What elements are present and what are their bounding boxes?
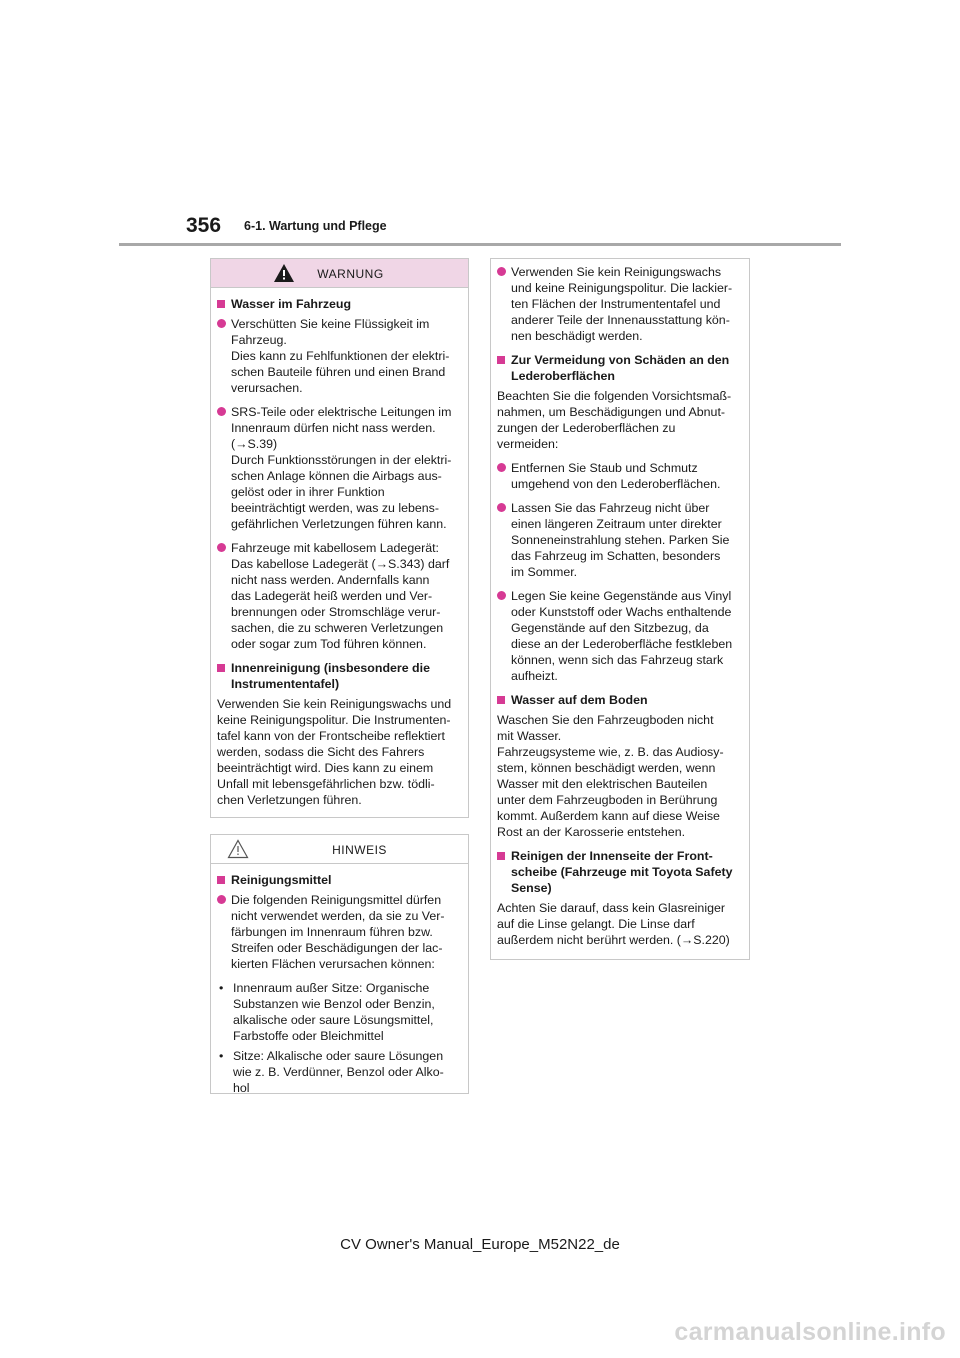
note-bullet-cleaners-text: Die folgenden Reinigungsmittel dürfen nicht verwendet werden, da sie zu Ver- färbungen im Innenraum führen bzw. Streifen oder Beschädigungen der lac- kierten Flächen verursachen können: [231, 893, 445, 971]
note-dash-interior-text: Innenraum außer Sitze: Organische Substanzen wie Benzol oder Benzin, alkalische oder saure Lösungsmittel, Farbstoffe oder Bleichmittel [233, 981, 435, 1043]
right-bullet-dust-text: Entfernen Sie Staub und Schmutz umgehend von den Lederoberflächen. [511, 461, 721, 491]
note-box-title: HINWEIS [332, 843, 387, 857]
right-heading-leather [497, 352, 742, 384]
square-bullet [217, 300, 225, 308]
right-bullet-wax [497, 264, 742, 344]
right-para-windshield: Achten Sie darauf, dass kein Glasreiniger auf die Linse gelangt. Die Linse darf außerdem nicht berührt werden. (→S.220) [497, 901, 730, 947]
right-heading-leather-text: Zur Vermeidung von Schäden an den Lederoberflächen [511, 353, 730, 383]
right-bullet-dust [497, 460, 742, 492]
warning-bullet-srs [217, 404, 461, 532]
round-bullet [217, 895, 226, 904]
right-para-floor: Waschen Sie den Fahrzeugboden nicht mit Wasser. Fahrzeugsysteme wie, z. B. das Audiosy- stem, können beschädigt werden, wenn Wasser mit den elektrischen Bauteilen unter dem Fahrzeugboden in Berührung kommt. Außerdem kann auf diese Weise Rost an der Karosserie entstehen. [497, 713, 724, 839]
watermark[interactable]: carmanualsonline.info [674, 1318, 946, 1346]
square-bullet [217, 664, 225, 672]
warning-box-title: WARNUNG [317, 267, 384, 281]
warning-box-body [211, 288, 468, 824]
note-continuation-box [490, 258, 750, 960]
right-heading-floor-text: Wasser auf dem Boden [511, 693, 648, 707]
right-bullet-sun [497, 500, 742, 580]
warning-bullet-charger-text: Fahrzeuge mit kabellosem Ladegerät: Das kabellose Ladegerät (→S.343) darf nicht nass werden. Andernfalls kann das Ladegerät heiß werden und Ver- brennungen oder Stromschläge verur- sachen, die zu schweren Verletzungen oder sogar zum Tod führen können. [231, 541, 450, 651]
round-bullet [217, 543, 226, 552]
warning-heading-water-text: Wasser im Fahrzeug [231, 297, 352, 311]
note-continuation-body [491, 259, 749, 964]
dash-bullet: • [219, 1049, 224, 1063]
note-dash-seats-text: Sitze: Alkalische oder saure Lösungen wie z. B. Verdünner, Benzol oder Alko- hol [233, 1049, 444, 1095]
note-dash-seats [217, 1048, 461, 1096]
round-bullet [497, 591, 506, 600]
warning-bullet-spill [217, 316, 461, 396]
right-para-leather: Beachten Sie die folgenden Vorsichtsmaß- nahmen, um Beschädigungen und Abnut- zungen der Lederoberflächen zu vermeiden: [497, 389, 732, 451]
round-bullet [497, 503, 506, 512]
right-bullet-wax-text: Verwenden Sie kein Reinigungswachs und keine Reinigungspolitur. Die lackier- ten Flächen der Instrumententafel und anderer Teile der Innenausstattung kön- nen beschädigt werden. [511, 265, 733, 343]
note-box-header [211, 835, 468, 864]
warning-box-header [211, 259, 468, 288]
square-bullet [497, 696, 505, 704]
page-number: 356 [186, 214, 222, 237]
warning-heading-interior-text: Innenreinigung (insbesondere die Instrumententafel) [231, 661, 430, 691]
right-heading-windshield-text: Reinigen der Innenseite der Front- scheibe (Fahrzeuge mit Toyota Safety Sense) [511, 849, 733, 895]
warning-heading-interior [217, 660, 461, 692]
square-bullet [217, 876, 225, 884]
warning-bullet-spill-text: Verschütten Sie keine Flüssigkeit im Fahrzeug. Dies kann zu Fehlfunktionen der elektri- schen Bauteile führen und einen Brand verursachen. [231, 317, 450, 395]
note-box [210, 834, 469, 1094]
dash-bullet: • [219, 981, 224, 995]
section-title: 6-1. Wartung und Pflege [244, 219, 387, 233]
round-bullet [217, 407, 226, 416]
round-bullet [217, 319, 226, 328]
warning-heading-water [217, 296, 461, 312]
right-heading-windshield [497, 848, 742, 896]
right-bullet-vinyl [497, 588, 742, 684]
warning-para-interior: Verwenden Sie kein Reinigungswachs und keine Reinigungspolitur. Die Instrumenten- tafel kann von der Frontscheibe reflektiert werden, sodass die Sicht des Fahrers beeinträchtigt wird. Dies kann zu einem Unfall mit lebensgefährlichen bzw. tödli- chen Verletzungen führen. [217, 697, 452, 807]
note-bullet-cleaners [217, 892, 461, 972]
square-bullet [497, 852, 505, 860]
caution-triangle-icon [227, 839, 249, 859]
warning-box [210, 258, 469, 818]
note-heading-cleaners [217, 872, 461, 888]
square-bullet [497, 356, 505, 364]
right-bullet-vinyl-text: Legen Sie keine Gegenstände aus Vinyl oder Kunststoff oder Wachs enthaltende Gegenstände auf den Sitzbezug, da diese an der Lederoberfläche festkleben können, wenn sich das Fahrzeug stark aufheizt. [511, 589, 733, 683]
note-box-body [211, 864, 468, 1108]
note-heading-cleaners-text: Reinigungsmittel [231, 873, 332, 887]
round-bullet [497, 463, 506, 472]
note-dash-interior [217, 980, 461, 1044]
right-bullet-sun-text: Lassen Sie das Fahrzeug nicht über einen längeren Zeitraum unter direkter Sonneneinstrahlung stehen. Parken Sie das Fahrzeug im Schatten, besonders im Sommer. [511, 501, 730, 579]
warning-bullet-srs-text: SRS-Teile oder elektrische Leitungen im Innenraum dürfen nicht nass werden. (→S.39) Durch Funktionsstörungen in der elektri- schen Anlage können die Airbags aus- gelöst oder in ihrer Funktion beeinträchtigt werden, was zu lebens- gefährlichen Verletzungen führen kann. [231, 405, 452, 531]
header-rule [119, 243, 841, 246]
warning-bullet-charger [217, 540, 461, 652]
footer-manual-id: CV Owner's Manual_Europe_M52N22_de [340, 1236, 620, 1253]
round-bullet [497, 267, 506, 276]
right-heading-floor [497, 692, 742, 708]
